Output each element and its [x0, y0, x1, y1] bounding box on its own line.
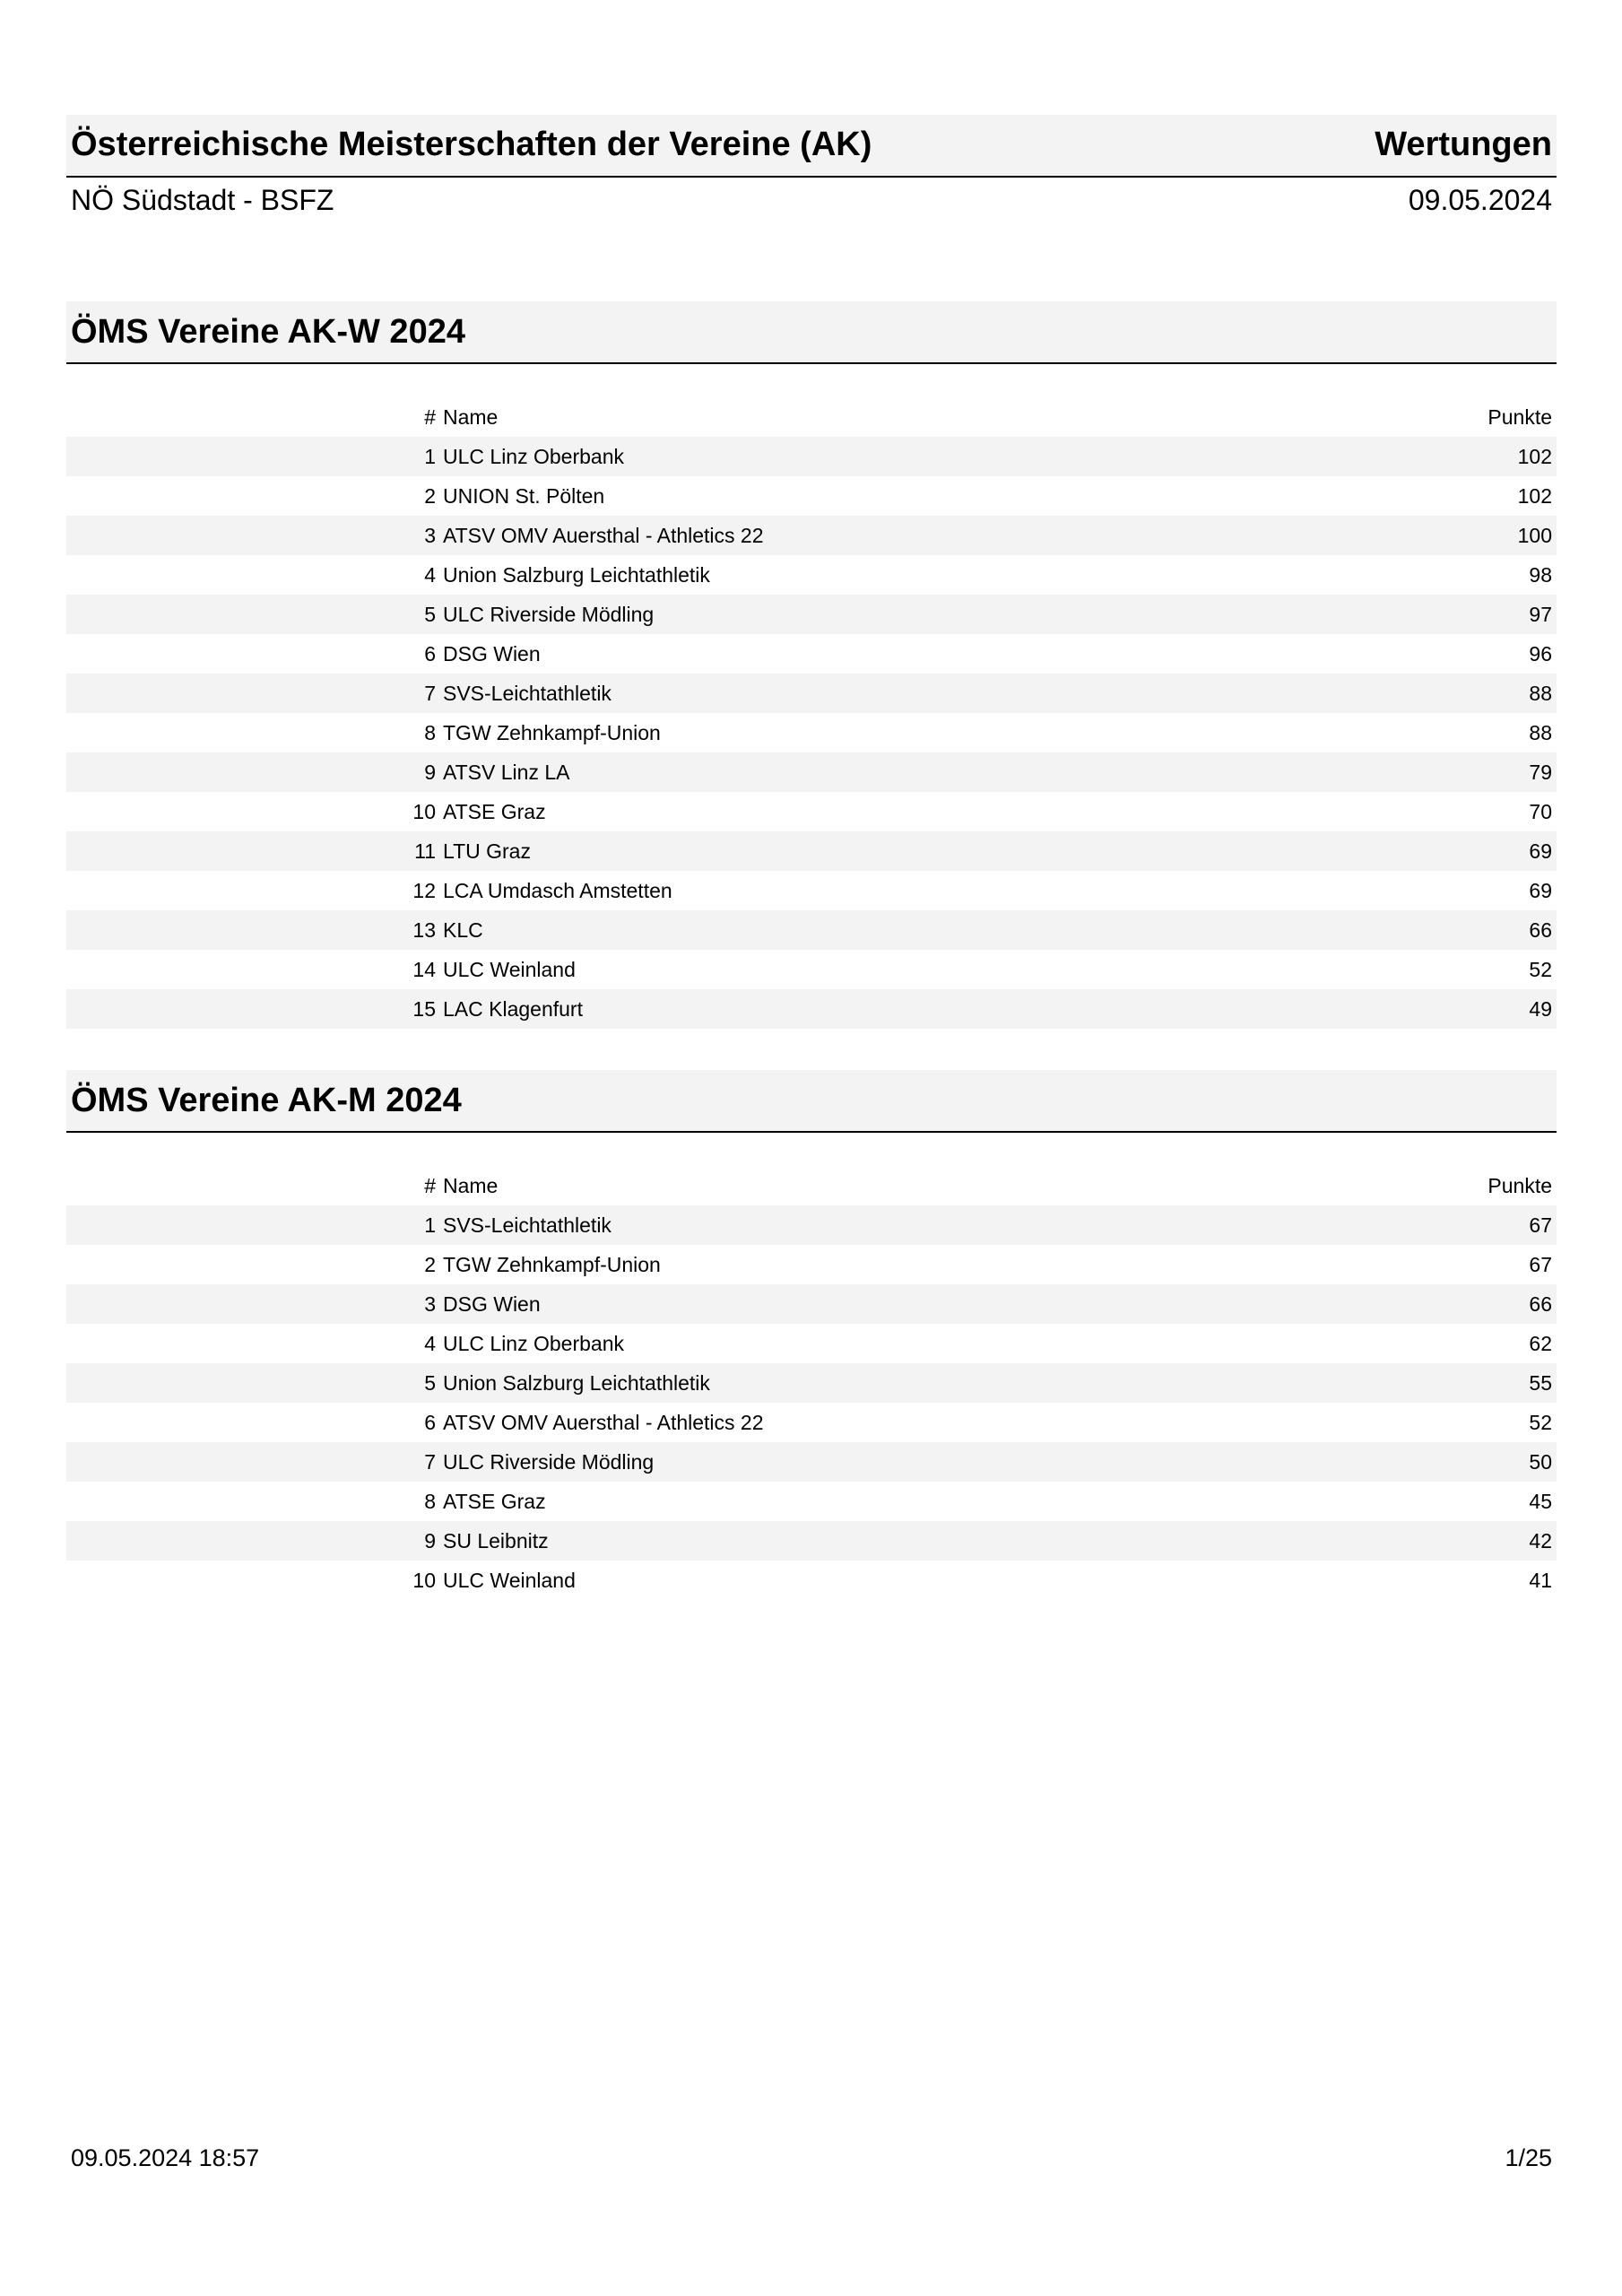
table-row: [66, 831, 1557, 871]
section-title: ÖMS Vereine AK-W 2024: [71, 313, 465, 351]
section-header-ak-m: [66, 1070, 1557, 1133]
table-header: [66, 1166, 1557, 1205]
rank-cell: 3: [424, 524, 436, 547]
rank-cell: 7: [424, 1450, 436, 1474]
points-cell: 88: [1529, 682, 1552, 705]
table-row: [66, 1363, 1557, 1403]
points-cell: 98: [1529, 563, 1552, 587]
rank-cell: 2: [424, 484, 436, 508]
table-row: [66, 792, 1557, 831]
name-column-header: Name: [443, 405, 499, 429]
points-cell: 88: [1529, 721, 1552, 744]
club-name-cell: ULC Riverside Mödling: [443, 1450, 655, 1474]
results-table-ak-w: [66, 397, 1557, 1029]
club-name-cell: ATSE Graz: [443, 1490, 546, 1513]
table-row: [66, 713, 1557, 752]
points-cell: 52: [1529, 958, 1552, 981]
points-cell: 67: [1529, 1213, 1552, 1237]
rank-cell: 5: [424, 1371, 436, 1395]
points-column-header: Punkte: [1488, 405, 1552, 429]
table-row: [66, 1245, 1557, 1284]
rank-cell: 11: [414, 839, 436, 863]
points-cell: 69: [1529, 839, 1552, 863]
club-name-cell: ULC Weinland: [443, 958, 576, 981]
table-row: [66, 674, 1557, 713]
table-row: [66, 555, 1557, 595]
rank-cell: 10: [412, 800, 436, 823]
club-name-cell: SVS-Leichtathletik: [443, 682, 612, 705]
table-row: [66, 1561, 1557, 1600]
club-name-cell: SU Leibnitz: [443, 1529, 549, 1552]
table-row: [66, 595, 1557, 634]
table-row: [66, 1403, 1557, 1442]
rank-cell: 14: [412, 958, 436, 981]
points-cell: 52: [1529, 1411, 1552, 1434]
points-cell: 66: [1529, 918, 1552, 942]
rank-column-header: #: [424, 405, 436, 429]
rank-cell: 2: [424, 1253, 436, 1276]
page-header: [66, 115, 1557, 178]
rank-cell: 12: [412, 879, 436, 902]
points-cell: 96: [1529, 642, 1552, 665]
results-table-ak-m: [66, 1166, 1557, 1600]
table-row: [66, 1442, 1557, 1482]
table-header: [66, 397, 1557, 437]
club-name-cell: LTU Graz: [443, 839, 531, 863]
points-cell: 79: [1529, 761, 1552, 784]
print-timestamp: 09.05.2024 18:57: [71, 2144, 260, 2171]
club-name-cell: ULC Riverside Mödling: [443, 603, 655, 626]
club-name-cell: ULC Linz Oberbank: [443, 1332, 624, 1355]
points-cell: 62: [1529, 1332, 1552, 1355]
club-name-cell: DSG Wien: [443, 642, 541, 665]
table-row: [66, 950, 1557, 989]
table-row: [66, 1521, 1557, 1561]
rank-cell: 5: [424, 603, 436, 626]
club-name-cell: ATSV OMV Auersthal - Athletics 22: [443, 1411, 764, 1434]
table-row: [66, 634, 1557, 674]
rank-cell: 15: [412, 997, 436, 1021]
club-name-cell: DSG Wien: [443, 1292, 541, 1316]
rank-cell: 9: [424, 761, 436, 784]
rank-cell: 4: [424, 563, 436, 587]
points-cell: 102: [1517, 445, 1552, 468]
event-info: [71, 179, 1552, 221]
table-row: [66, 1324, 1557, 1363]
rank-cell: 8: [424, 1490, 436, 1513]
rank-cell: 4: [424, 1332, 436, 1355]
table-row: [66, 476, 1557, 516]
rank-column-header: #: [424, 1174, 436, 1197]
rank-cell: 7: [424, 682, 436, 705]
rank-cell: 9: [424, 1529, 436, 1552]
table-row: [66, 1205, 1557, 1245]
table-row: [66, 910, 1557, 950]
table-row: [66, 752, 1557, 792]
table-row: [66, 871, 1557, 910]
points-column-header: Punkte: [1488, 1174, 1552, 1197]
club-name-cell: Union Salzburg Leichtathletik: [443, 1371, 710, 1395]
name-column-header: Name: [443, 1174, 499, 1197]
table-row: [66, 437, 1557, 476]
club-name-cell: UNION St. Pölten: [443, 484, 605, 508]
points-cell: 50: [1529, 1450, 1552, 1474]
club-name-cell: ATSV Linz LA: [443, 761, 570, 784]
table-row: [66, 1482, 1557, 1521]
club-name-cell: Union Salzburg Leichtathletik: [443, 563, 710, 587]
rank-cell: 6: [424, 642, 436, 665]
points-cell: 102: [1517, 484, 1552, 508]
event-date: 09.05.2024: [1408, 184, 1552, 216]
rank-cell: 6: [424, 1411, 436, 1434]
club-name-cell: ATSE Graz: [443, 800, 546, 823]
rank-cell: 8: [424, 721, 436, 744]
points-cell: 41: [1529, 1569, 1552, 1592]
points-cell: 42: [1529, 1529, 1552, 1552]
club-name-cell: ATSV OMV Auersthal - Athletics 22: [443, 524, 764, 547]
points-cell: 69: [1529, 879, 1552, 902]
points-cell: 66: [1529, 1292, 1552, 1316]
club-name-cell: SVS-Leichtathletik: [443, 1213, 612, 1237]
club-name-cell: ULC Linz Oberbank: [443, 445, 624, 468]
club-name-cell: LCA Umdasch Amstetten: [443, 879, 672, 902]
rank-cell: 1: [424, 445, 436, 468]
section-header-ak-w: [66, 301, 1557, 364]
table-row: [66, 989, 1557, 1029]
club-name-cell: LAC Klagenfurt: [443, 997, 583, 1021]
points-cell: 67: [1529, 1253, 1552, 1276]
rank-cell: 1: [424, 1213, 436, 1237]
table-row: [66, 1284, 1557, 1324]
points-cell: 55: [1529, 1371, 1552, 1395]
club-name-cell: TGW Zehnkampf-Union: [443, 1253, 661, 1276]
club-name-cell: TGW Zehnkampf-Union: [443, 721, 661, 744]
club-name-cell: ULC Weinland: [443, 1569, 576, 1592]
page-footer: [71, 2138, 1552, 2178]
points-cell: 100: [1517, 524, 1552, 547]
rank-cell: 13: [412, 918, 436, 942]
club-name-cell: KLC: [443, 918, 483, 942]
rank-cell: 10: [412, 1569, 436, 1592]
points-cell: 45: [1529, 1490, 1552, 1513]
table-row: [66, 516, 1557, 555]
page-number: 1/25: [1505, 2144, 1552, 2171]
document-type: Wertungen: [1375, 126, 1552, 163]
section-title: ÖMS Vereine AK-M 2024: [71, 1082, 462, 1119]
venue: NÖ Südstadt - BSFZ: [71, 184, 334, 216]
points-cell: 70: [1529, 800, 1552, 823]
page-title: Österreichische Meisterschaften der Vereine (AK): [71, 126, 872, 163]
rank-cell: 3: [424, 1292, 436, 1316]
points-cell: 97: [1529, 603, 1552, 626]
points-cell: 49: [1529, 997, 1552, 1021]
